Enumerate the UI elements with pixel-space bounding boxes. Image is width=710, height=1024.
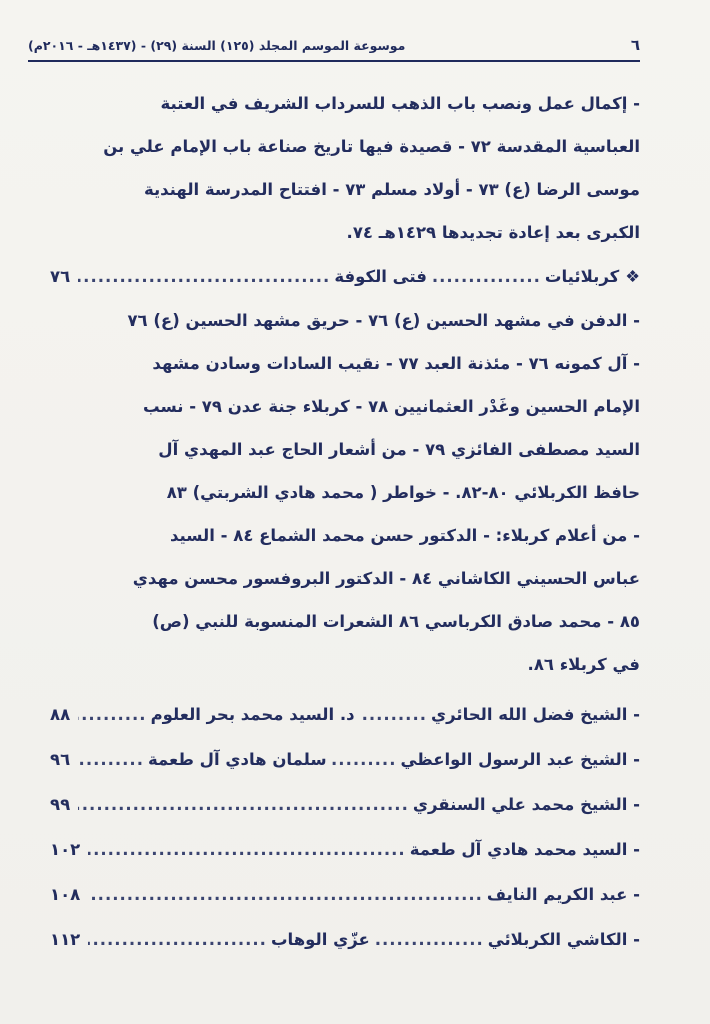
karbala-paragraph — [50, 299, 640, 686]
toc-entry-author: عزّي الوهاب — [270, 930, 370, 949]
text-line: عباس الحسيني الكاشاني ٨٤ - الدكتور البروفسور محسن مهدي — [132, 569, 640, 588]
toc-entry-page: ١٠٨ — [50, 885, 81, 904]
page-number: ٦ — [630, 36, 640, 54]
page-header — [28, 34, 640, 62]
toc-entry — [50, 692, 640, 737]
page-body — [50, 82, 640, 962]
section-page-number: ٧٦ — [50, 267, 71, 286]
leader-dots — [88, 917, 267, 962]
leader-dots — [78, 254, 330, 299]
leader-dots — [431, 254, 541, 299]
text-line: - إكمال عمل ونصب باب الذهب للسرداب الشريف في العتبة — [160, 94, 640, 113]
toc-entry-page: ١١٢ — [50, 930, 81, 949]
leader-dots — [359, 692, 427, 737]
toc-entry — [50, 737, 640, 782]
toc-entry-title: - عبد الكريم النايف — [486, 885, 640, 904]
leader-dots — [331, 737, 397, 782]
toc-entry-title: - الشيخ عبد الرسول الواعظي — [400, 750, 640, 769]
toc-entry — [50, 872, 640, 917]
text-line: موسى الرضا (ع) ٧٣ - أولاد مسلم ٧٣ - افتتاح المدرسة الهندية — [143, 180, 640, 199]
text-line: - الدفن في مشهد الحسين (ع) ٧٦ - حريق مشهد الحسين (ع) ٧٦ — [127, 311, 640, 330]
toc-entry-title: - الشيخ محمد علي السنقري — [412, 795, 640, 814]
toc-entry — [50, 917, 640, 962]
leader-dots — [78, 692, 146, 737]
diamond-bullet-icon: ❖ — [625, 267, 640, 286]
section-author: فتى الكوفة — [334, 267, 427, 286]
section-heading — [545, 254, 640, 299]
text-line: الإمام الحسين وغَدْر العثمانيين ٧٨ - كربلاء جنة عدن ٧٩ - نسب — [143, 397, 640, 416]
text-line: السيد مصطفى الفائزي ٧٩ - من أشعار الحاج عبد المهدي آل — [158, 440, 640, 459]
text-line: حافظ الكربلائي ٨٠-٨٢. - خواطر ( محمد هادي الشربتي) ٨٣ — [166, 483, 640, 502]
header-rule — [28, 60, 640, 62]
toc-entry — [50, 827, 640, 872]
section-title: كربلائيات — [544, 267, 620, 286]
toc-entry-title: - الشيخ فضل الله الحائري — [431, 705, 640, 724]
running-title: موسوعة الموسم المجلد (١٢٥) السنة (٢٩) - (١٤٣٧هـ - ٢٠١٦م) — [28, 38, 406, 53]
text-line: ٨٥ - محمد صادق الكرباسي ٨٦ الشعرات المنسوبة للنبي (ص) — [152, 612, 640, 631]
toc-entry-page: ٩٦ — [50, 750, 71, 769]
leader-dots — [78, 782, 409, 827]
text-line: في كربلاء ٨٦. — [527, 655, 640, 674]
toc-entry-page: ٩٩ — [50, 795, 71, 814]
toc-entry-author: سلمان هادي آل طعمة — [147, 750, 327, 769]
toc-entry-author: د. السيد محمد بحر العلوم — [150, 705, 355, 724]
leader-dots — [88, 872, 483, 917]
intro-paragraph — [50, 82, 640, 254]
leader-dots — [88, 827, 405, 872]
toc-entry — [50, 782, 640, 827]
text-line: العباسية المقدسة ٧٢ - قصيدة فيها تاريخ صناعة باب الإمام علي بن — [103, 137, 640, 156]
text-line: الكبرى بعد إعادة تجديدها ١٤٢٩هـ ٧٤. — [346, 223, 640, 242]
leader-dots — [374, 917, 484, 962]
leader-dots — [78, 737, 144, 782]
toc-entry-page: ١٠٢ — [50, 840, 81, 859]
text-line: - آل كمونه ٧٦ - مئذنة العبد ٧٧ - نقيب السادات وسادن مشهد — [152, 354, 640, 373]
toc-entry-title: - السيد محمد هادي آل طعمة — [409, 840, 640, 859]
section-heading-row — [50, 254, 640, 299]
toc-entry-title: - الكاشي الكربلائي — [487, 930, 640, 949]
toc-entry-page: ٨٨ — [50, 705, 71, 724]
text-line: - من أعلام كربلاء: - الدكتور حسن محمد الشماع ٨٤ - السيد — [170, 526, 640, 545]
